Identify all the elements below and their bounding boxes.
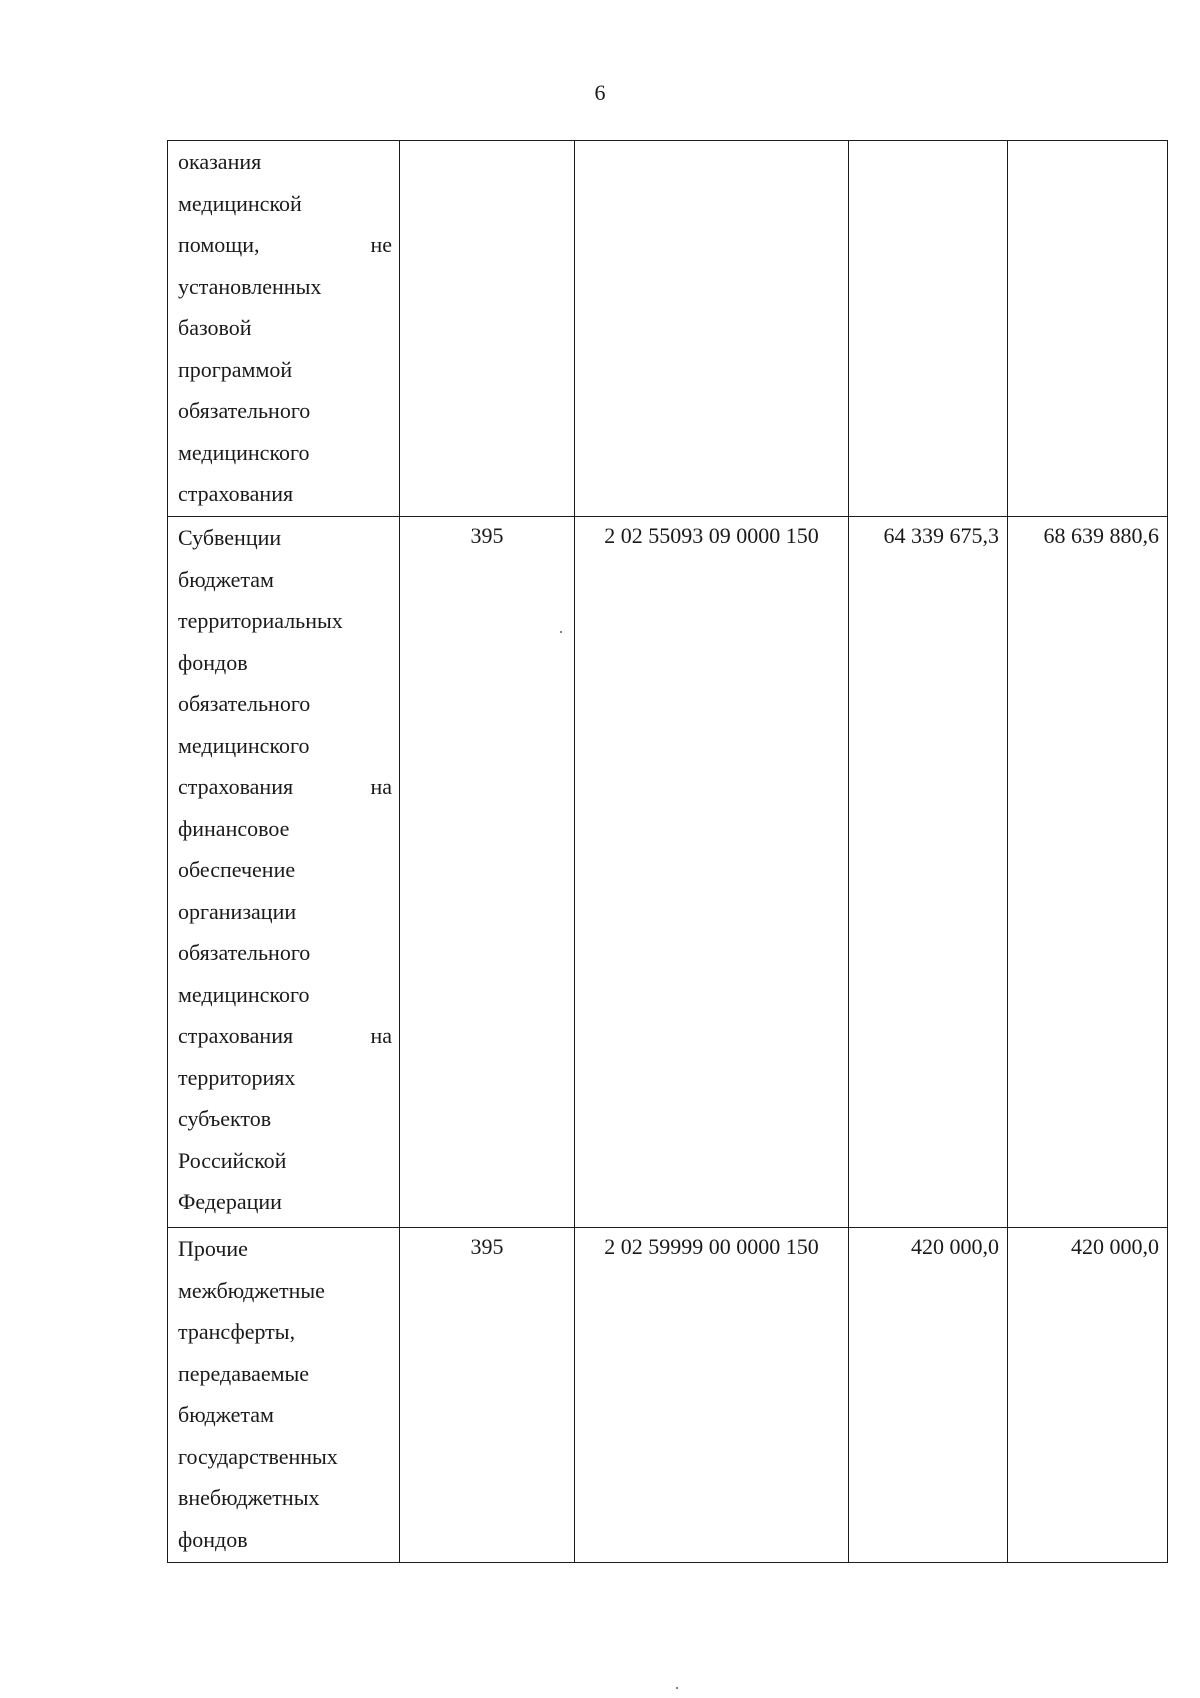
table-row: [168, 517, 1168, 1228]
table-row: [168, 1228, 1168, 1563]
name-word: обеспечение: [178, 857, 296, 882]
name-line: [178, 1057, 392, 1099]
name-line: [178, 766, 392, 808]
name-line: [178, 808, 392, 850]
name-line: [178, 183, 392, 225]
name-line: [178, 141, 392, 183]
name-word: установленных: [178, 273, 322, 299]
name-line: [178, 1140, 392, 1182]
cell-budget-code-text: [575, 141, 848, 145]
name-word: бюджетам: [178, 566, 274, 592]
name-word: на: [370, 774, 392, 799]
name-line: [178, 974, 392, 1016]
name-line: [178, 600, 392, 642]
name-word: трансферты,: [178, 1319, 296, 1344]
name-word: медицинского: [178, 439, 310, 465]
name-line: [178, 349, 392, 391]
name-word: фондов: [178, 649, 248, 675]
name-line: [178, 642, 392, 684]
cell-value-1: [849, 141, 1008, 517]
name-line: [178, 1228, 392, 1270]
name-word: организации: [178, 898, 297, 924]
name-word: Прочие: [178, 1236, 248, 1261]
name-line: [178, 1015, 392, 1057]
name-line: [178, 1436, 392, 1478]
name-line: [178, 849, 392, 891]
cell-budget-code: [575, 1228, 849, 1563]
cell-value-1-text: 420 000,0: [911, 1234, 999, 1259]
name-line: [178, 224, 392, 266]
name-line: [178, 725, 392, 767]
name-word: на: [370, 1023, 392, 1048]
cell-value-2-text: 68 639 880,6: [1043, 523, 1159, 548]
name-line: [178, 559, 392, 601]
name-word: страхования: [178, 1023, 294, 1048]
name-word: бюджетам: [178, 1402, 274, 1427]
cell-admin-code: [400, 1228, 575, 1563]
name-line: [178, 517, 392, 559]
cell-admin-code: [400, 141, 575, 517]
cell-admin-code: [400, 517, 575, 1228]
name-word: обязательного: [178, 940, 311, 965]
name-word: страхования: [178, 481, 294, 506]
name-word: медицинского: [178, 732, 310, 758]
name-line: [178, 1181, 392, 1223]
budget-table: [167, 140, 1168, 1563]
name-word: государственных: [178, 1443, 338, 1469]
name-word: страхования: [178, 774, 294, 799]
name-word: не: [370, 232, 392, 257]
name-line: [178, 307, 392, 349]
name-word: передаваемые: [178, 1360, 310, 1386]
name-line: [178, 683, 392, 725]
cell-value-2-text: 420 000,0: [1071, 1234, 1159, 1259]
name-line: [178, 1098, 392, 1140]
name-word: Субвенции: [178, 525, 282, 550]
cell-value-2: [1008, 141, 1168, 517]
name-word: обязательного: [178, 691, 311, 716]
name-line: [178, 1353, 392, 1395]
cell-name: [168, 141, 400, 517]
name-word: финансовое: [178, 815, 290, 841]
name-line: [178, 473, 392, 515]
name-word: фондов: [178, 1526, 248, 1552]
cell-value-2: [1008, 517, 1168, 1228]
cell-value-1-text: 64 339 675,3: [883, 523, 999, 548]
cell-budget-code: [575, 517, 849, 1228]
cell-value-1-text: [849, 141, 999, 145]
name-word: территориях: [178, 1064, 296, 1090]
cell-value-1: [849, 1228, 1008, 1563]
name-line: [178, 1519, 392, 1561]
cell-admin-code-text: 395: [470, 523, 504, 548]
page-number: 6: [594, 80, 606, 105]
name-word: программой: [178, 356, 293, 382]
cell-budget-code: [575, 141, 849, 517]
cell-value-1: [849, 517, 1008, 1228]
cell-admin-code-text: [400, 141, 574, 145]
table-row: [168, 141, 1168, 517]
name-line: [178, 1270, 392, 1312]
name-word: помощи,: [178, 232, 260, 257]
budget-table-body: [168, 141, 1168, 1563]
name-line: [178, 891, 392, 933]
name-word: Федерации: [178, 1189, 282, 1214]
cell-value-2: [1008, 1228, 1168, 1563]
name-word: медицинской: [178, 190, 302, 216]
name-line: [178, 1311, 392, 1353]
name-line: [178, 932, 392, 974]
name-word: оказания: [178, 149, 262, 174]
name-line: [178, 266, 392, 308]
scan-speck: [676, 1687, 678, 1689]
cell-budget-code-text: 2 02 55093 09 0000 150: [604, 523, 819, 548]
name-word: медицинского: [178, 981, 310, 1007]
name-word: обязательного: [178, 398, 311, 423]
name-word: межбюджетные: [178, 1277, 325, 1303]
cell-value-2-text: [1008, 141, 1159, 145]
name-line: [178, 390, 392, 432]
name-word: базовой: [178, 315, 252, 340]
cell-admin-code-text: 395: [470, 1234, 504, 1259]
name-word: территориальных: [178, 608, 343, 633]
cell-name: [168, 1228, 400, 1563]
name-line: [178, 432, 392, 474]
name-word: внебюджетных: [178, 1485, 320, 1510]
cell-name: [168, 517, 400, 1228]
cell-budget-code-text: 2 02 59999 00 0000 150: [604, 1234, 819, 1259]
name-word: субъектов: [178, 1106, 272, 1131]
name-line: [178, 1394, 392, 1436]
name-line: [178, 1477, 392, 1519]
name-word: Российской: [178, 1147, 287, 1173]
scan-speck: [560, 631, 562, 633]
